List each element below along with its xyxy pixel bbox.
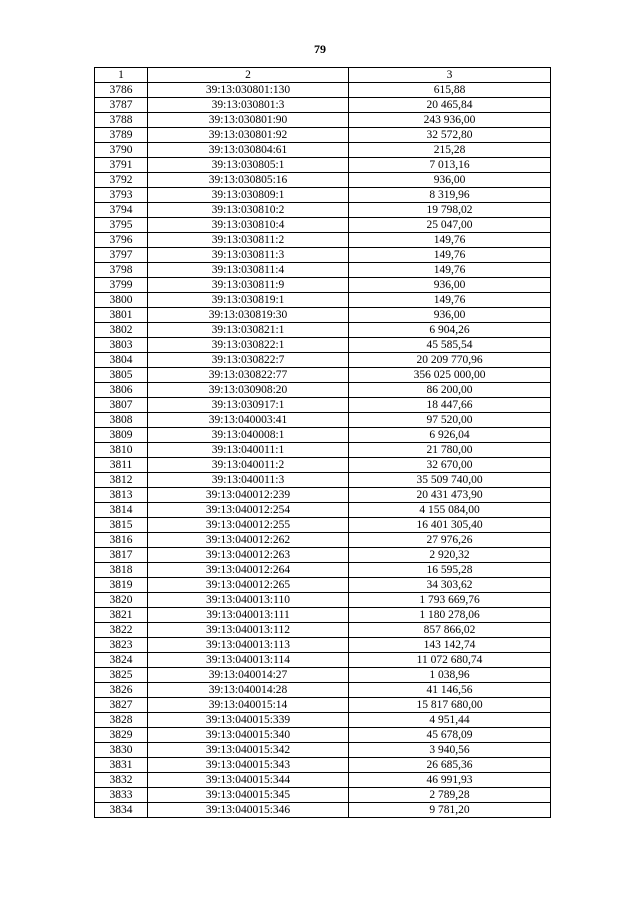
table-row [95, 593, 551, 608]
table-row [95, 413, 551, 428]
cadastral-number-cell: 39:13:040012:264 [148, 563, 349, 578]
cadastral-number-cell: 39:13:040008:1 [148, 428, 349, 443]
table-row [95, 458, 551, 473]
value-cell: 6 904,26 [349, 323, 551, 338]
page-number: 79 [314, 42, 326, 56]
row-number-cell: 3788 [95, 113, 148, 128]
value-cell: 34 303,62 [349, 578, 551, 593]
cadastral-number-cell: 39:13:040012:263 [148, 548, 349, 563]
row-number-cell: 3829 [95, 728, 148, 743]
cadastral-number-cell: 39:13:040015:343 [148, 758, 349, 773]
cadastral-number-cell: 39:13:030811:4 [148, 263, 349, 278]
value-cell: 1 038,96 [349, 668, 551, 683]
row-number-cell: 3786 [95, 83, 148, 98]
table-row [95, 113, 551, 128]
row-number-cell: 3833 [95, 788, 148, 803]
cadastral-number-cell: 39:13:040015:344 [148, 773, 349, 788]
value-cell: 16 401 305,40 [349, 518, 551, 533]
header-row [95, 68, 551, 83]
data-table [94, 67, 551, 818]
row-number-cell: 3813 [95, 488, 148, 503]
row-number-cell: 3822 [95, 623, 148, 638]
cadastral-number-cell: 39:13:030809:1 [148, 188, 349, 203]
value-cell: 1 793 669,76 [349, 593, 551, 608]
row-number-cell: 3818 [95, 563, 148, 578]
table-row [95, 143, 551, 158]
value-cell: 45 678,09 [349, 728, 551, 743]
cadastral-number-cell: 39:13:040015:14 [148, 698, 349, 713]
value-cell: 41 146,56 [349, 683, 551, 698]
table-row [95, 98, 551, 113]
value-cell: 35 509 740,00 [349, 473, 551, 488]
cadastral-number-cell: 39:13:030822:1 [148, 338, 349, 353]
cadastral-number-cell: 39:13:040015:345 [148, 788, 349, 803]
row-number-cell: 3794 [95, 203, 148, 218]
cadastral-number-cell: 39:13:030822:7 [148, 353, 349, 368]
value-cell: 26 685,36 [349, 758, 551, 773]
cadastral-number-cell: 39:13:030805:16 [148, 173, 349, 188]
cadastral-number-cell: 39:13:040011:2 [148, 458, 349, 473]
row-number-cell: 3819 [95, 578, 148, 593]
table-row [95, 623, 551, 638]
table-row [95, 248, 551, 263]
value-cell: 936,00 [349, 173, 551, 188]
table-row [95, 713, 551, 728]
cadastral-number-cell: 39:13:040014:27 [148, 668, 349, 683]
cadastral-number-cell: 39:13:040015:340 [148, 728, 349, 743]
table-row [95, 533, 551, 548]
value-cell: 25 047,00 [349, 218, 551, 233]
value-cell: 936,00 [349, 308, 551, 323]
cadastral-number-cell: 39:13:030811:9 [148, 278, 349, 293]
row-number-cell: 3820 [95, 593, 148, 608]
row-number-cell: 3815 [95, 518, 148, 533]
value-cell: 46 991,93 [349, 773, 551, 788]
value-cell: 2 789,28 [349, 788, 551, 803]
row-number-cell: 3830 [95, 743, 148, 758]
cadastral-number-cell: 39:13:040012:265 [148, 578, 349, 593]
table-row [95, 398, 551, 413]
row-number-cell: 3828 [95, 713, 148, 728]
row-number-cell: 3806 [95, 383, 148, 398]
table-row [95, 698, 551, 713]
row-number-cell: 3807 [95, 398, 148, 413]
row-number-cell: 3796 [95, 233, 148, 248]
table-row [95, 173, 551, 188]
cadastral-number-cell: 39:13:040014:28 [148, 683, 349, 698]
value-cell: 6 926,04 [349, 428, 551, 443]
table-row [95, 308, 551, 323]
value-cell: 16 595,28 [349, 563, 551, 578]
table-row [95, 188, 551, 203]
row-number-cell: 3823 [95, 638, 148, 653]
table-row [95, 293, 551, 308]
row-number-cell: 3817 [95, 548, 148, 563]
cadastral-number-cell: 39:13:030819:30 [148, 308, 349, 323]
cadastral-number-cell: 39:13:040013:113 [148, 638, 349, 653]
value-cell: 20 431 473,90 [349, 488, 551, 503]
table-row [95, 638, 551, 653]
table-row [95, 653, 551, 668]
table-row [95, 743, 551, 758]
row-number-cell: 3805 [95, 368, 148, 383]
table-row [95, 578, 551, 593]
table-row [95, 518, 551, 533]
value-cell: 149,76 [349, 293, 551, 308]
value-cell: 4 951,44 [349, 713, 551, 728]
table-row [95, 218, 551, 233]
table-row [95, 368, 551, 383]
table-body [95, 83, 551, 818]
row-number-cell: 3803 [95, 338, 148, 353]
row-number-cell: 3832 [95, 773, 148, 788]
cadastral-number-cell: 39:13:040013:111 [148, 608, 349, 623]
row-number-cell: 3834 [95, 803, 148, 818]
row-number-cell: 3812 [95, 473, 148, 488]
row-number-cell: 3792 [95, 173, 148, 188]
value-cell: 21 780,00 [349, 443, 551, 458]
cadastral-number-cell: 39:13:030811:2 [148, 233, 349, 248]
cadastral-number-cell: 39:13:040012:255 [148, 518, 349, 533]
value-cell: 936,00 [349, 278, 551, 293]
table-row [95, 263, 551, 278]
table-row [95, 128, 551, 143]
cadastral-number-cell: 39:13:030810:4 [148, 218, 349, 233]
table-row [95, 503, 551, 518]
value-cell: 45 585,54 [349, 338, 551, 353]
value-cell: 149,76 [349, 248, 551, 263]
value-cell: 27 976,26 [349, 533, 551, 548]
value-cell: 243 936,00 [349, 113, 551, 128]
row-number-cell: 3827 [95, 698, 148, 713]
value-cell: 4 155 084,00 [349, 503, 551, 518]
value-cell: 20 209 770,96 [349, 353, 551, 368]
row-number-cell: 3801 [95, 308, 148, 323]
value-cell: 615,88 [349, 83, 551, 98]
value-cell: 356 025 000,00 [349, 368, 551, 383]
table-row [95, 773, 551, 788]
row-number-cell: 3814 [95, 503, 148, 518]
cadastral-number-cell: 39:13:040015:342 [148, 743, 349, 758]
row-number-cell: 3799 [95, 278, 148, 293]
cadastral-number-cell: 39:13:030917:1 [148, 398, 349, 413]
cadastral-number-cell: 39:13:040015:346 [148, 803, 349, 818]
value-cell: 149,76 [349, 263, 551, 278]
value-cell: 149,76 [349, 233, 551, 248]
table-row [95, 443, 551, 458]
table-row [95, 473, 551, 488]
table-row [95, 83, 551, 98]
row-number-cell: 3809 [95, 428, 148, 443]
cadastral-number-cell: 39:13:030811:3 [148, 248, 349, 263]
value-cell: 215,28 [349, 143, 551, 158]
row-number-cell: 3787 [95, 98, 148, 113]
cadastral-number-cell: 39:13:040011:3 [148, 473, 349, 488]
table-row [95, 788, 551, 803]
cadastral-number-cell: 39:13:040003:41 [148, 413, 349, 428]
cadastral-number-cell: 39:13:030801:92 [148, 128, 349, 143]
table-row [95, 683, 551, 698]
table-row [95, 158, 551, 173]
table-row [95, 233, 551, 248]
column-header-1: 1 [95, 68, 148, 83]
value-cell: 7 013,16 [349, 158, 551, 173]
value-cell: 97 520,00 [349, 413, 551, 428]
column-header-3: 3 [349, 68, 551, 83]
row-number-cell: 3825 [95, 668, 148, 683]
row-number-cell: 3821 [95, 608, 148, 623]
row-number-cell: 3804 [95, 353, 148, 368]
row-number-cell: 3800 [95, 293, 148, 308]
table-row [95, 608, 551, 623]
table-row [95, 668, 551, 683]
cadastral-number-cell: 39:13:040013:112 [148, 623, 349, 638]
table-row [95, 278, 551, 293]
cadastral-number-cell: 39:13:030908:20 [148, 383, 349, 398]
table-row [95, 758, 551, 773]
row-number-cell: 3826 [95, 683, 148, 698]
cadastral-number-cell: 39:13:030804:61 [148, 143, 349, 158]
cadastral-number-cell: 39:13:040011:1 [148, 443, 349, 458]
row-number-cell: 3797 [95, 248, 148, 263]
row-number-cell: 3824 [95, 653, 148, 668]
cadastral-number-cell: 39:13:040013:110 [148, 593, 349, 608]
value-cell: 143 142,74 [349, 638, 551, 653]
value-cell: 8 319,96 [349, 188, 551, 203]
row-number-cell: 3816 [95, 533, 148, 548]
value-cell: 32 670,00 [349, 458, 551, 473]
row-number-cell: 3810 [95, 443, 148, 458]
value-cell: 9 781,20 [349, 803, 551, 818]
value-cell: 19 798,02 [349, 203, 551, 218]
value-cell: 2 920,32 [349, 548, 551, 563]
value-cell: 18 447,66 [349, 398, 551, 413]
value-cell: 32 572,80 [349, 128, 551, 143]
table-row [95, 548, 551, 563]
table-header [95, 68, 551, 83]
cadastral-number-cell: 39:13:030810:2 [148, 203, 349, 218]
row-number-cell: 3789 [95, 128, 148, 143]
table-row [95, 203, 551, 218]
table-row [95, 338, 551, 353]
cadastral-number-cell: 39:13:040015:339 [148, 713, 349, 728]
cadastral-number-cell: 39:13:030822:77 [148, 368, 349, 383]
column-header-2: 2 [148, 68, 349, 83]
row-number-cell: 3798 [95, 263, 148, 278]
table-row [95, 323, 551, 338]
cadastral-number-cell: 39:13:030821:1 [148, 323, 349, 338]
row-number-cell: 3802 [95, 323, 148, 338]
row-number-cell: 3793 [95, 188, 148, 203]
cadastral-number-cell: 39:13:040012:262 [148, 533, 349, 548]
cadastral-number-cell: 39:13:040013:114 [148, 653, 349, 668]
value-cell: 3 940,56 [349, 743, 551, 758]
table-row [95, 563, 551, 578]
value-cell: 857 866,02 [349, 623, 551, 638]
table-row [95, 428, 551, 443]
table-row [95, 383, 551, 398]
cadastral-number-cell: 39:13:040012:239 [148, 488, 349, 503]
cadastral-number-cell: 39:13:030819:1 [148, 293, 349, 308]
row-number-cell: 3791 [95, 158, 148, 173]
cadastral-number-cell: 39:13:030801:90 [148, 113, 349, 128]
row-number-cell: 3795 [95, 218, 148, 233]
cadastral-number-cell: 39:13:030801:3 [148, 98, 349, 113]
cadastral-number-cell: 39:13:030805:1 [148, 158, 349, 173]
table-row [95, 728, 551, 743]
table-row [95, 803, 551, 818]
row-number-cell: 3790 [95, 143, 148, 158]
row-number-cell: 3831 [95, 758, 148, 773]
table-row [95, 353, 551, 368]
value-cell: 1 180 278,06 [349, 608, 551, 623]
row-number-cell: 3811 [95, 458, 148, 473]
value-cell: 15 817 680,00 [349, 698, 551, 713]
value-cell: 20 465,84 [349, 98, 551, 113]
cadastral-number-cell: 39:13:040012:254 [148, 503, 349, 518]
table-row [95, 488, 551, 503]
cadastral-number-cell: 39:13:030801:130 [148, 83, 349, 98]
value-cell: 86 200,00 [349, 383, 551, 398]
value-cell: 11 072 680,74 [349, 653, 551, 668]
row-number-cell: 3808 [95, 413, 148, 428]
